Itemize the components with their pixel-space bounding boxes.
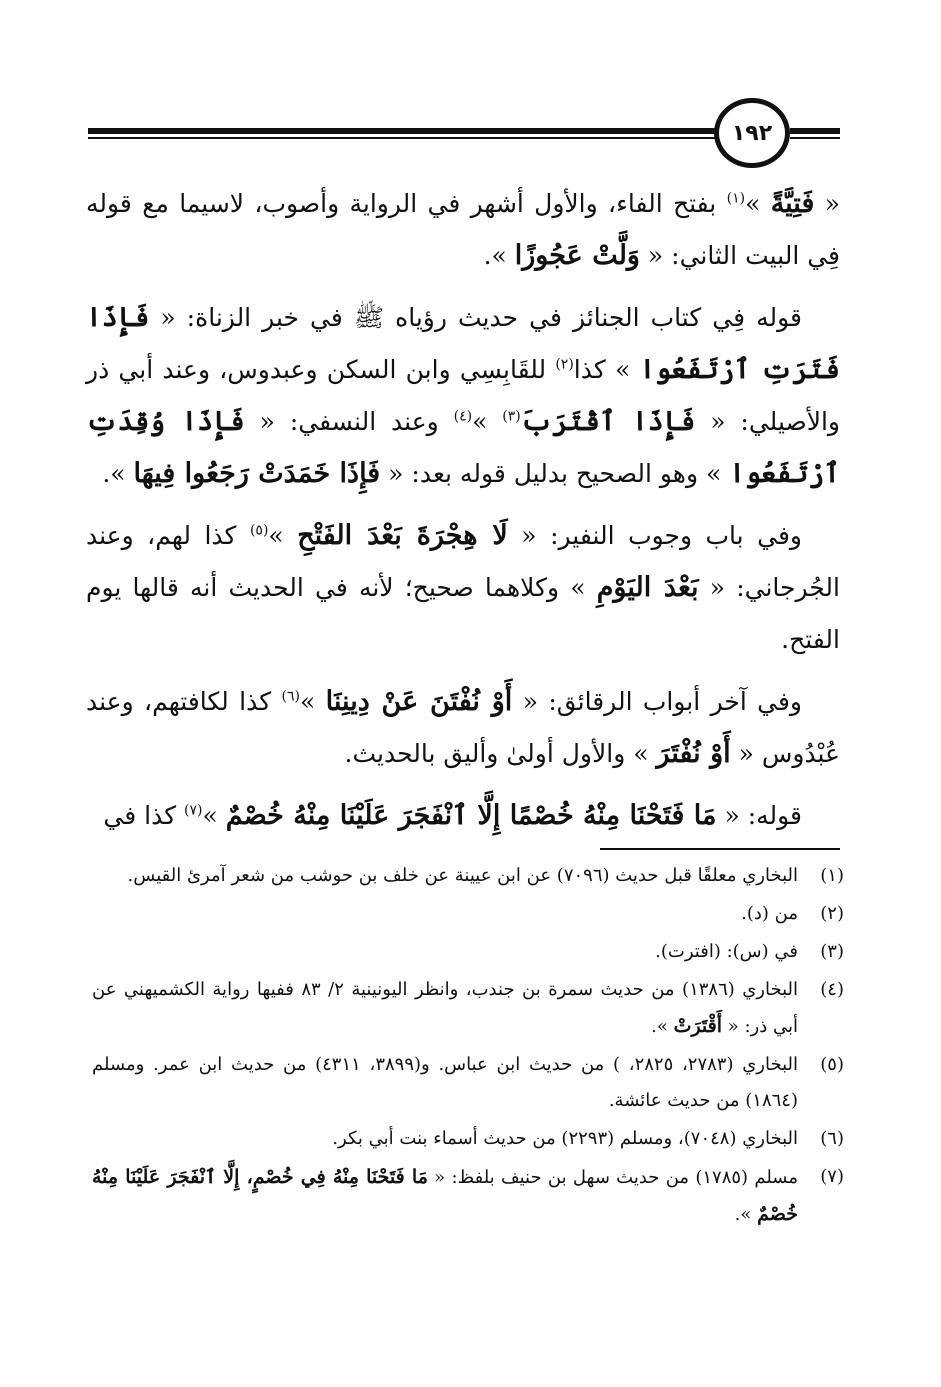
page-header bbox=[88, 98, 840, 170]
text-run: للقَابِسِي وابن السكن وعبدوس، وعند أبي ذر والأصيلي: « bbox=[86, 355, 840, 436]
text-run: ». bbox=[483, 241, 515, 270]
quoted-text: أَوْ نُفْتَنَ عَنْ دِينِنَا bbox=[325, 686, 513, 717]
quoted-text: وَلَّتْ عَجُوزًا bbox=[514, 240, 640, 271]
footnote-marker: (١) bbox=[726, 190, 746, 207]
page-number-badge bbox=[714, 98, 790, 168]
header-rule-right-thick bbox=[790, 128, 840, 134]
paragraph bbox=[86, 790, 840, 842]
footnote-marker: (٣) bbox=[502, 408, 521, 425]
quoted-text: فَإِذَا فَتَرَتِ ٱرْتَفَعُوا bbox=[86, 302, 840, 385]
footnote-marker: (٦) bbox=[281, 688, 300, 705]
footnote-marker: (٢) bbox=[555, 356, 574, 373]
text-run: البخاري (٧٠٤٨)، ومسلم (٢٢٩٣) من حديث أسماء بنت أبي بكر. bbox=[332, 1128, 798, 1149]
quoted-text: فَتِيَّةً bbox=[770, 188, 815, 219]
text-run: قوله: « bbox=[716, 801, 802, 830]
text-run: وفي آخر أبواب الرقائق: « bbox=[512, 687, 802, 716]
quoted-text: لَا هِجْرَةَ بَعْدَ الفَتْحِ bbox=[297, 520, 508, 551]
text-run: كذا لكافتهم، وعند عُبْدُوس « bbox=[86, 687, 840, 768]
footnote bbox=[92, 1159, 844, 1233]
text-run: من (د). bbox=[741, 903, 798, 924]
text-run: البخاري (١٣٨٦) من حديث سمرة بن جندب، وانظر اليونينية ٢/ ٨٣ ففيها رواية الكشميهني عن أبي ذر: « bbox=[92, 979, 799, 1037]
text-run: » وكلاهما صحيح؛ لأنه في الحديث أنه قالها يوم الفتح. bbox=[86, 573, 840, 654]
text-run: وفي باب وجوب النفير: « bbox=[507, 521, 802, 550]
text-run: » كذا bbox=[573, 355, 640, 384]
footnote-marker: (٥) bbox=[249, 522, 269, 539]
footnote-text bbox=[92, 858, 798, 894]
footnote-number: (٦) bbox=[820, 1128, 844, 1149]
footnote-number: (٥) bbox=[820, 1054, 844, 1075]
footnote-text bbox=[92, 1047, 798, 1119]
footnote bbox=[92, 1121, 844, 1157]
text-run: » bbox=[300, 687, 326, 716]
paragraph bbox=[86, 676, 840, 780]
quoted-text: مَا فَتَحْنَا مِنْهُ فِي خُصْمٍ، إِلَّا ٱنْفَجَرَ عَلَيْنَا مِنْهُ خُصْمٌ bbox=[92, 1166, 798, 1225]
text-run: البخاري معلقًا قبل حديث (٧٠٩٦) عن ابن عيينة عن خلف بن حوشب من شعر آمرئ القيس. bbox=[127, 865, 798, 886]
text-run: قوله فِي كتاب الجنائز في حديث رؤياه ﷺ في خبر الزناة: « bbox=[149, 303, 802, 332]
paragraph bbox=[86, 510, 840, 666]
footnote-marker: (٧) bbox=[184, 802, 203, 819]
quoted-text: أَوْ نُفْتَرَ bbox=[656, 738, 731, 769]
text-run: في (س): (افترت). bbox=[655, 941, 798, 962]
text-run: » bbox=[202, 801, 226, 830]
quoted-text: بَعْدَ اليَوْمِ bbox=[596, 572, 699, 603]
header-rule-thick bbox=[88, 128, 716, 134]
footnote-number: (٢) bbox=[820, 903, 844, 924]
text-run: » وهو الصحيح بدليل قوله بعد: « bbox=[380, 459, 730, 488]
footnote-text bbox=[92, 972, 798, 1045]
text-run: وعند النسفي: « bbox=[244, 407, 454, 436]
paragraph bbox=[86, 178, 840, 282]
text-run: البخاري (٢٧٨٣، ٢٨٢٥، ) من حديث ابن عباس. و(٣٨٩٩، ٤٣١١) من حديث ابن عمر. ومسلم (١٨٦٤) من حديث عائشة. bbox=[92, 1054, 799, 1111]
text-run: » bbox=[268, 521, 298, 550]
footnote-text bbox=[92, 934, 798, 970]
quoted-text: فَإِذَا وُقِدَتِ ٱرْتَفَعُوا bbox=[86, 406, 840, 489]
text-run: » bbox=[745, 189, 771, 218]
quoted-text: مَا فَتَحْنَا مِنْهُ خُصْمًا إِلَّا ٱنْفَجَرَ عَلَيْنَا مِنْهُ خُصْمٌ bbox=[225, 800, 717, 831]
header-rule-thin bbox=[88, 137, 716, 139]
text-run: كذا في bbox=[103, 801, 185, 830]
footnotes bbox=[92, 858, 844, 1235]
footnote-number: (١) bbox=[820, 865, 844, 886]
text-run: ». bbox=[102, 459, 134, 488]
footnote-text bbox=[92, 1159, 798, 1233]
text-run: » bbox=[472, 407, 503, 436]
footnote-separator bbox=[600, 848, 840, 850]
footnote bbox=[92, 934, 844, 970]
text-run: » والأول أولىٰ وأليق بالحديث. bbox=[344, 739, 657, 768]
text-run: كذا لهم، وعند الجُرجاني: « bbox=[86, 521, 840, 602]
footnote-number: (٤) bbox=[820, 979, 844, 1000]
text-run: ». bbox=[651, 1016, 674, 1037]
footnote bbox=[92, 896, 844, 932]
footnote-number: (٧) bbox=[820, 1166, 844, 1187]
footnote-text bbox=[92, 896, 798, 932]
quoted-text: فَإِذَا ٱقْتَرَبَ bbox=[520, 406, 696, 437]
footnote bbox=[92, 1047, 844, 1119]
header-rule-right-thin bbox=[790, 137, 840, 139]
footnote-marker: (٤) bbox=[453, 408, 473, 425]
footnote-text bbox=[92, 1121, 798, 1157]
page-number: ١٩٢ bbox=[731, 120, 773, 146]
text-run: « bbox=[814, 189, 840, 218]
quoted-text: أَقْتَرَتْ bbox=[673, 1015, 723, 1037]
text-run: بفتح الفاء، والأول أشهر في الرواية وأصوب، لاسيما مع قوله فِي البيت الثاني: « bbox=[86, 189, 840, 270]
footnote bbox=[92, 972, 844, 1045]
text-run: ». bbox=[734, 1204, 758, 1225]
paragraph bbox=[86, 292, 840, 500]
text-run: مسلم (١٧٨٥) من حديث سهل بن حنيف بلفظ: « bbox=[427, 1167, 798, 1188]
main-text bbox=[86, 178, 840, 852]
quoted-text: فَإِذَا خَمَدَتْ رَجَعُوا فِيهَا bbox=[133, 458, 381, 489]
footnote bbox=[92, 858, 844, 894]
footnote-number: (٣) bbox=[820, 941, 844, 962]
